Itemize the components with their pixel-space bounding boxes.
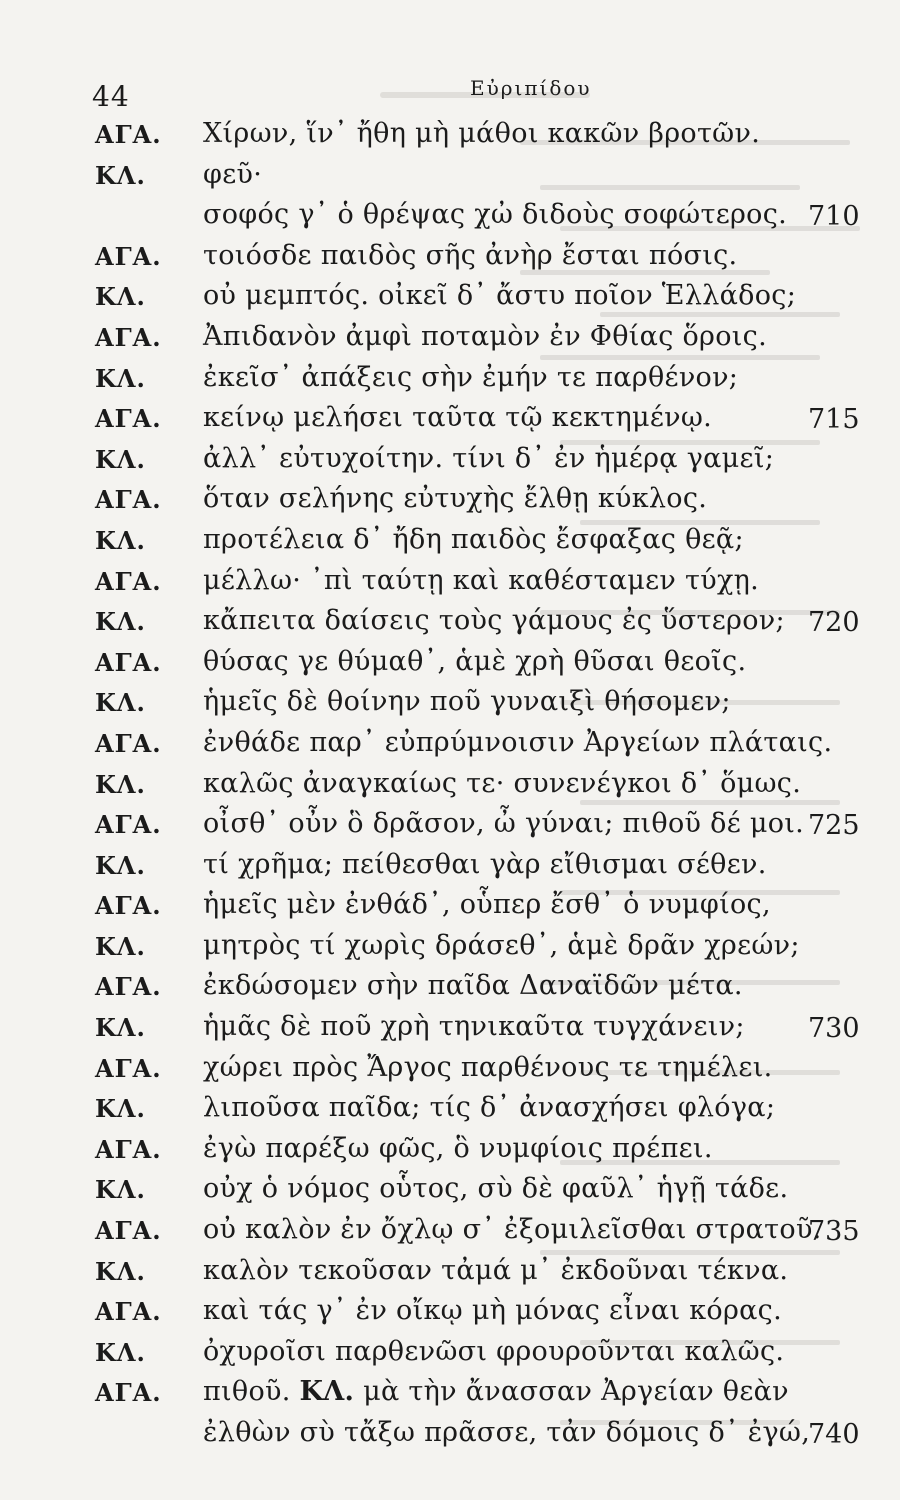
verse-text [203,970,743,1001]
verse-line [0,321,900,362]
speaker-label: ΑΓΑ. [95,1053,162,1083]
verse-text-part: καλῶς ἀναγκαίως τε· συνενέγκοι δ᾽ ὅμως. [203,767,802,799]
verse-text-part: χώρει πρὸς Ἄργος παρθένους τε τημέλει. [203,1051,773,1083]
line-number: 740 [808,1419,860,1450]
speaker-label: ΑΓΑ. [95,647,162,677]
verse-text [203,605,785,636]
verse-text-part: ἐλθὼν σὺ τἄξω πρᾶσσε, τἀν δόμοις δ᾽ ἐγώ, [203,1417,811,1448]
verse-line [0,443,900,484]
speaker-label: ΑΓΑ. [95,404,162,434]
verse-line [0,686,900,727]
verse-text-part: ἡμᾶς δὲ ποῦ χρὴ τηνικαῦτα τυγχάνειν; [203,1011,745,1043]
speaker-label: ΑΓΑ. [95,728,162,758]
speaker-label: ΚΛ. [95,282,146,312]
verse-line [0,1173,900,1214]
verse-text-part: πιθοῦ. [203,1376,300,1408]
speaker-label: ΑΓΑ. [95,1378,162,1408]
verse-text [203,808,804,839]
verse-text [203,321,767,352]
verse-text [203,1295,782,1326]
verse-text [203,849,767,880]
verse-line [0,1092,900,1133]
verse-text [203,1011,745,1042]
verse-line [0,483,900,524]
speaker-label: ΑΓΑ. [95,485,162,515]
verse-text [203,240,737,271]
speaker-label: ΚΛ. [95,444,146,474]
verse-text [203,930,800,961]
speaker-label: ΚΛ. [95,1337,146,1367]
verse-text-part: τί χρῆμα; πείθεσθαι γὰρ εἴθισμαι σέθεν. [203,848,767,880]
verse-text-part: μητρὸς τί χωρὶς δράσεθ᾽, ἁμὲ δρᾶν χρεών; [203,929,800,961]
verse-text [203,443,774,474]
verse-line [0,280,900,321]
speaker-label: ΚΛ. [95,850,146,880]
verse-text-part: κἄπειτα δαίσεις τοὺς γάμους ἐς ὕστερον; [203,605,785,637]
verse-line [0,118,900,159]
speaker-label: ΑΓΑ. [95,1297,162,1327]
verse-line [0,1417,900,1458]
verse-text [203,1214,822,1245]
verse-text [203,118,760,149]
verse-lines [0,118,900,1458]
speaker-label: ΑΓΑ. [95,1134,162,1164]
verse-text-part: οὐ μεμπτός. οἰκεῖ δ᾽ ἄστυ ποῖον Ἑλλάδος; [203,280,797,312]
line-number: 710 [808,201,860,233]
speaker-label: ΚΛ. [95,769,146,799]
verse-text [203,362,738,393]
verse-text [203,1255,788,1286]
running-title: Εὐριπίδου [470,76,592,100]
verse-line [0,1052,900,1093]
verse-text-part: Ἀπιδανὸν ἀμφὶ ποταμὸν ἐν Φθίας ὅροις. [203,320,767,352]
verse-line [0,1336,900,1377]
verse-line [0,768,900,809]
line-number: 720 [808,607,860,639]
verse-text [203,646,746,677]
page-number: 44 [92,80,130,113]
speaker-label: ΑΓΑ. [95,972,162,1002]
verse-text [203,159,262,190]
speaker-label: ΚΛ. [95,931,146,961]
verse-text-part: προτέλεια δ᾽ ἤδη παιδὸς ἔσφαξας θεᾷ; [203,523,744,555]
verse-text-part: τοιόσδε παιδὸς σῆς ἀνὴρ ἔσται πόσις. [203,239,738,271]
verse-line [0,1214,900,1255]
verse-text-part: ἐνθάδε παρ᾽ εὐπρύμνοισιν Ἀργείων πλάταις. [203,726,833,758]
verse-text [203,686,731,717]
speaker-label: ΑΓΑ. [95,891,162,921]
verse-line [0,565,900,606]
verse-text-part: ἡμεῖς μὲν ἐνθάδ᾽, οὗπερ ἔσθ᾽ ὁ νυμφίος, [203,889,771,921]
verse-line [0,605,900,646]
verse-text-part: φεῦ· [203,158,263,190]
verse-text-part: οὐχ ὁ νόμος οὗτος, σὺ δὲ φαῦλ᾽ ἡγῇ τάδε. [203,1173,789,1205]
speaker-label: ΚΛ. [95,1094,146,1124]
verse-line [0,808,900,849]
line-number: 725 [808,810,860,842]
verse-text [203,524,744,555]
speaker-label: ΚΛ. [95,688,146,718]
speaker-label: ΚΛ. [95,160,146,190]
verse-text-part: λιποῦσα παῖδα; τίς δ᾽ ἀνασχήσει φλόγα; [203,1092,776,1124]
verse-text-part: οὐ καλὸν ἐν ὄχλῳ σ᾽ ἐξομιλεῖσθαι στρατοῦ. [203,1214,822,1246]
verse-line [0,646,900,687]
verse-text-part: ὅταν σελήνης εὐτυχὴς ἔλθῃ κύκλος. [203,483,708,515]
line-number: 715 [808,404,860,436]
verse-text-part: κείνῳ μελήσει ταῦτα τῷ κεκτημένῳ. [203,402,713,434]
verse-text [203,1417,810,1448]
verse-text-part: καλὸν τεκοῦσαν τἀμά μ᾽ ἐκδοῦναι τέκνα. [203,1254,789,1286]
verse-line [0,362,900,403]
speaker-label: ΚΛ. [95,363,146,393]
verse-line [0,1376,900,1417]
verse-line [0,159,900,200]
verse-line [0,970,900,1011]
speaker-label: ΚΛ. [95,607,146,637]
verse-line [0,199,900,240]
verse-line [0,727,900,768]
verse-text [203,1173,788,1204]
verse-text [203,1133,713,1164]
verse-line [0,930,900,971]
verse-text [203,483,707,514]
speaker-label: ΑΓΑ. [95,1216,162,1246]
verse-text-part: ὀχυροῖσι παρθενῶσι φρουροῦνται καλῶς. [203,1335,785,1367]
verse-text-part: Χίρων, ἵν᾽ ἤθη μὴ μάθοι κακῶν βροτῶν. [203,118,761,149]
verse-text-part: ἀλλ᾽ εὐτυχοίτην. τίνι δ᾽ ἐν ἡμέρᾳ γαμεῖ; [203,442,775,474]
line-number: 730 [808,1013,860,1045]
speaker-label: ΚΛ. [95,1256,146,1286]
speaker-label: ΚΛ. [95,1013,146,1043]
verse-line [0,1255,900,1296]
speaker-label: ΚΛ. [95,525,146,555]
verse-text-part: οἶσθ᾽ οὖν ὃ δρᾶσον, ὦ γύναι; πιθοῦ δέ μοι. [203,808,805,840]
line-number: 735 [808,1216,860,1248]
verse-text-part: ἐκδώσομεν σὴν παῖδα Δαναϊδῶν μέτα. [203,970,743,1002]
verse-line [0,849,900,890]
speaker-label: ΑΓΑ. [95,241,162,271]
speaker-label: ΑΓΑ. [95,566,162,596]
verse-text [203,280,796,311]
verse-text-part: ἐκεῖσ᾽ ἀπάξεις σὴν ἐμήν τε παρθένον; [203,361,739,393]
verse-text [203,1336,784,1367]
verse-text [203,565,759,596]
verse-line [0,1133,900,1174]
verse-line [0,524,900,565]
verse-text [203,1376,789,1407]
verse-text [203,1092,775,1123]
verse-line [0,889,900,930]
verse-text-part: καὶ τάς γ᾽ ἐν οἴκῳ μὴ μόνας εἶναι κόρας. [203,1295,782,1327]
speaker-label: ΑΓΑ. [95,810,162,840]
speaker-label: ΚΛ. [95,1175,146,1205]
speaker-label: ΑΓΑ. [95,322,162,352]
verse-text [203,727,832,758]
verse-text-part: ἐγὼ παρέξω φῶς, ὃ νυμφίοις πρέπει. [203,1132,713,1164]
speaker-label: ΑΓΑ. [95,120,162,149]
verse-line [0,1295,900,1336]
verse-text [203,889,771,920]
verse-text-part: ἡμεῖς δὲ θοίνην ποῦ γυναιξὶ θήσομεν; [203,686,731,718]
verse-text [203,199,787,230]
verse-text [203,1052,772,1083]
inline-speaker-label: ΚΛ. [299,1376,355,1408]
verse-text [203,402,712,433]
verse-text-part: σοφός γ᾽ ὁ θρέψας χὠ διδοὺς σοφώτερος. [203,199,788,231]
verse-text-part: μέλλω· ᾽πὶ ταύτῃ καὶ καθέσταμεν τύχῃ. [203,564,759,596]
verse-text-part: θύσας γε θύμαθ᾽, ἁμὲ χρὴ θῦσαι θεοῖς. [203,645,747,677]
verse-text-part: μὰ τὴν ἄνασσαν Ἀργείαν θεὰν [354,1376,789,1408]
verse-line [0,240,900,281]
verse-line [0,402,900,443]
verse-line [0,1011,900,1052]
verse-text [203,768,801,799]
page-header [90,76,850,116]
